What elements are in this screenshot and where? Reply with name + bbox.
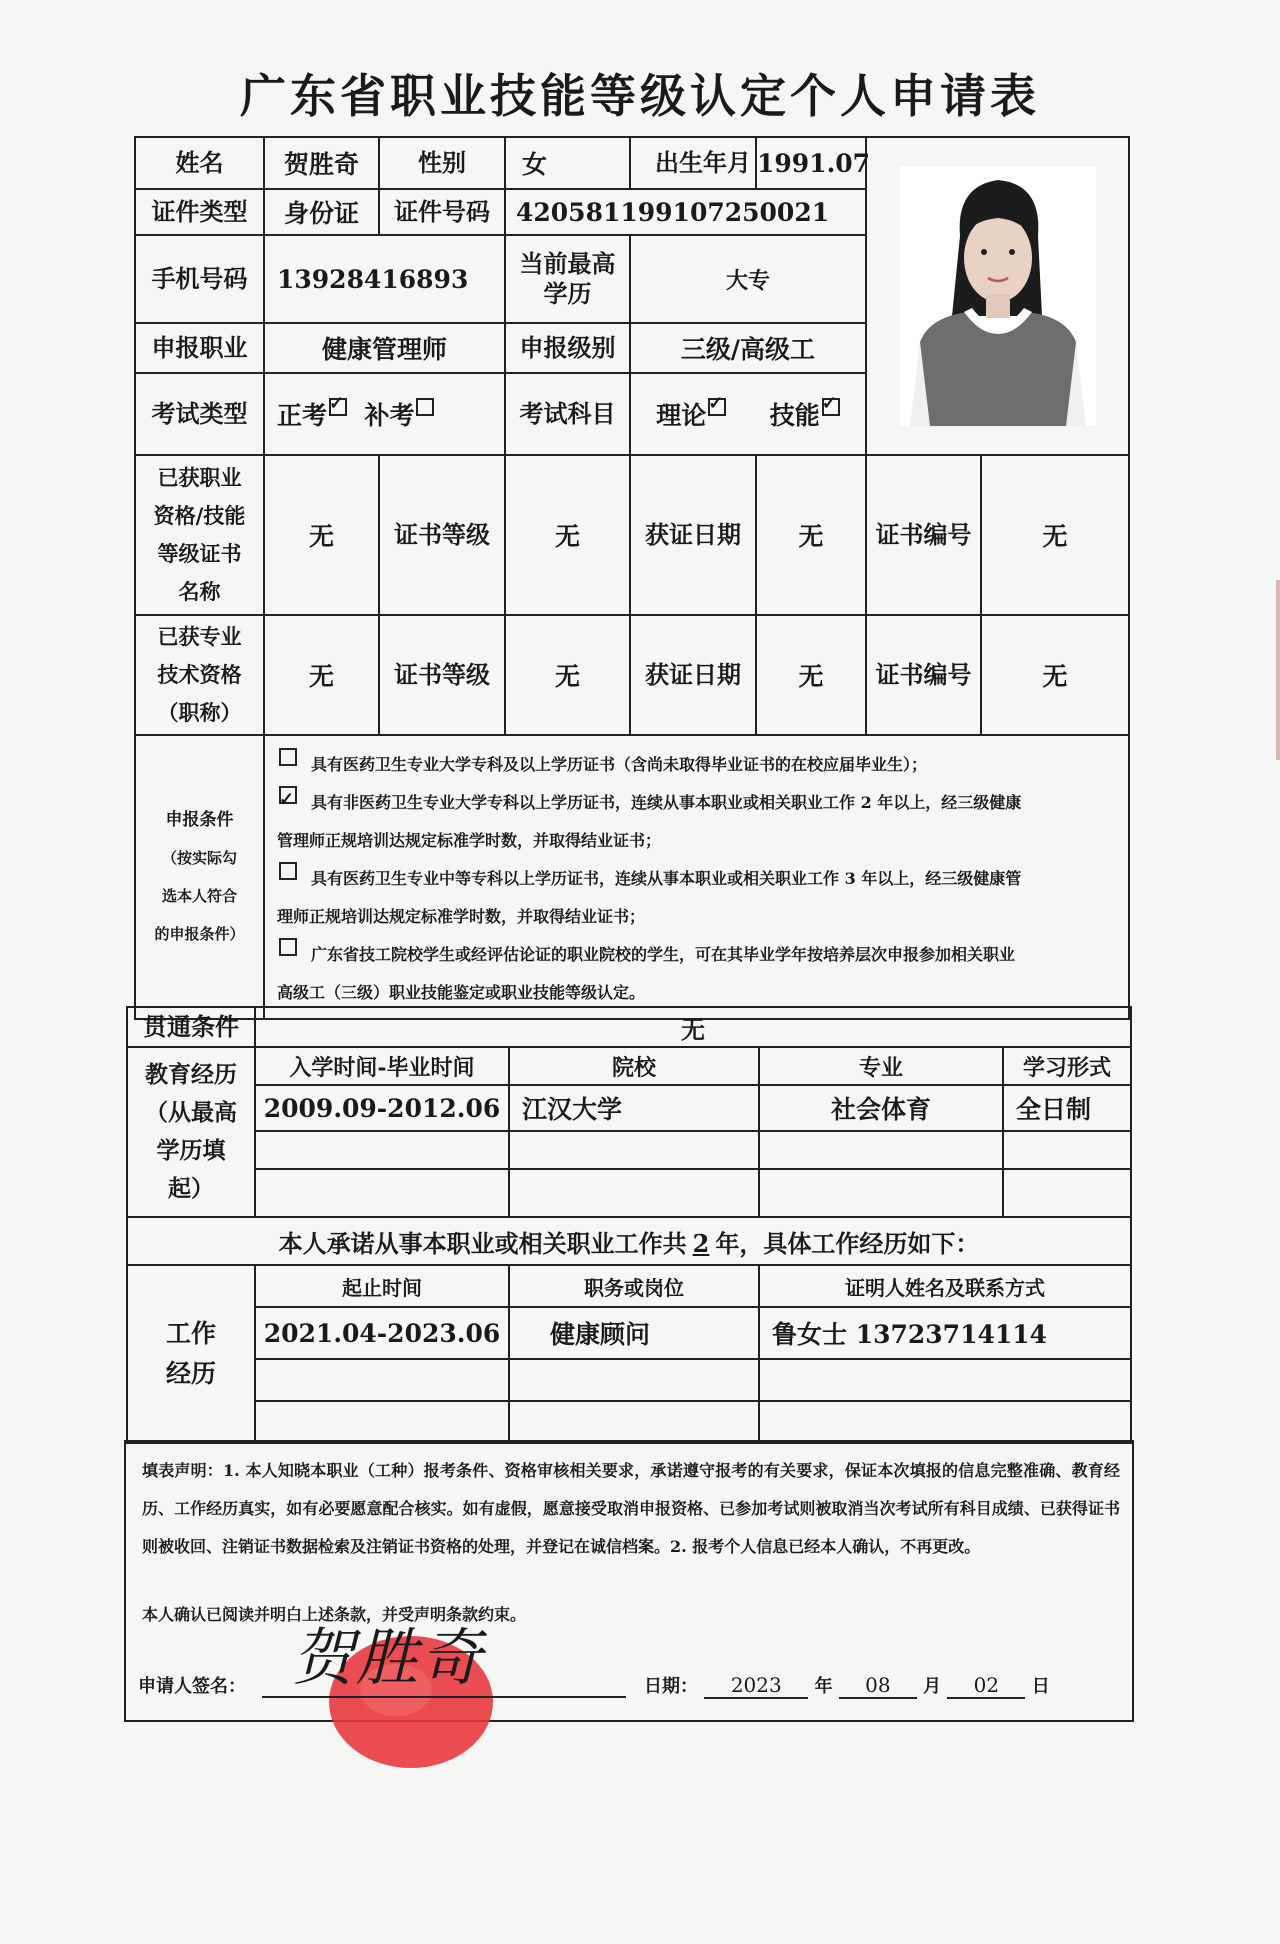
date-day-unit: 日	[1031, 1676, 1050, 1697]
cert-label-line: 名称	[178, 579, 221, 604]
work-cell	[509, 1401, 759, 1443]
title-cert-level-label: 证书等级	[379, 615, 505, 735]
condition-text: 具有医药卫生专业中等专科以上学历证书，连续从事本职业或相关职业工作 3 年以上，经三级健康管	[311, 869, 1022, 888]
exam-makeup-label: 补考	[364, 401, 415, 430]
conditions-hint: 选本人符合	[161, 887, 237, 905]
work-cell: 鲁女士 13723714114	[759, 1307, 1131, 1359]
work-cell	[759, 1401, 1131, 1443]
commitment-line	[127, 1217, 1131, 1265]
table-row	[127, 1307, 1131, 1359]
education-label-line: 起）	[168, 1175, 214, 1202]
work-cell	[255, 1359, 509, 1401]
date-month-unit: 月	[923, 1676, 942, 1697]
declaration-text: 填表声明：1. 本人知晓本职业（工种）报考条件、资格审核相关要求，承诺遵守报考的有关要求，保证本次填报的信息完整准确、教育经历、工作经历真实，如有必要愿意配合核实。如有虚假，愿意接受取消申报资格、已参加考试则被取消当次考试所有科目成绩、已获得证书则被收回、注销证书数据检索及注销证书资格的处理，并登记在诚信档案。2. 报考个人信息已经本人确认，不再更改。	[142, 1461, 1120, 1556]
title-cert-date-value: 无	[756, 615, 866, 735]
conditions-title: 申报条件	[165, 810, 234, 830]
signature-line	[262, 1696, 626, 1698]
cert-level-value: 无	[505, 455, 630, 615]
name-label: 姓名	[135, 137, 264, 189]
cert-label-line: 资格/技能	[153, 503, 246, 528]
subject-theory-label: 理论	[656, 401, 707, 430]
commitment-suffix: 年，具体工作经历如下：	[715, 1228, 980, 1258]
condition-item	[277, 784, 1118, 860]
condition-text: 具有非医药卫生专业大学专科以上学历证书，连续从事本职业或相关职业工作 2 年以上，经三级健康	[311, 793, 1022, 812]
exam-regular-checkbox[interactable]	[329, 398, 347, 416]
phone-label: 手机号码	[135, 235, 264, 323]
work-table	[126, 1216, 1132, 1444]
declaration-box	[124, 1440, 1134, 1722]
education-header: 入学时间-毕业时间	[255, 1047, 509, 1085]
condition-checkbox[interactable]	[279, 786, 297, 804]
conditions-hint: （按实际勾	[161, 849, 237, 867]
date-year-unit: 年	[814, 1676, 833, 1697]
education-cell	[1003, 1131, 1131, 1169]
condition-item	[277, 936, 1118, 1012]
conditions-label	[135, 735, 264, 1019]
education-cell	[759, 1131, 1003, 1169]
education-label	[127, 1047, 255, 1217]
education-table	[126, 1006, 1132, 1218]
title-cert-number-label: 证书编号	[866, 615, 981, 735]
title-cert-name-value: 无	[264, 615, 379, 735]
date-month: 08	[839, 1673, 917, 1699]
condition-text: 广东省技工院校学生或经评估论证的职业院校的学生，可在其毕业学年按培养层次申报参加相关职业	[311, 945, 1016, 964]
cert-name-value: 无	[264, 455, 379, 615]
signature-date	[644, 1672, 1050, 1699]
table-row	[127, 1169, 1131, 1217]
education-cell	[759, 1169, 1003, 1217]
education-header: 院校	[509, 1047, 759, 1085]
subject-options	[630, 373, 866, 455]
subject-skill-checkbox[interactable]	[822, 398, 840, 416]
date-label: 日期：	[644, 1676, 698, 1697]
name-value: 贺胜奇	[264, 137, 379, 189]
education-cell	[1003, 1169, 1131, 1217]
work-cell: 健康顾问	[509, 1307, 759, 1359]
work-label-line: 工作	[165, 1319, 216, 1348]
level-label: 申报级别	[505, 323, 630, 373]
birth-value: 1991.07	[756, 137, 866, 189]
cert-level-label: 证书等级	[379, 455, 505, 615]
education-cell	[255, 1169, 509, 1217]
work-header: 职务或岗位	[509, 1265, 759, 1307]
education-cell	[509, 1131, 759, 1169]
work-cell	[509, 1359, 759, 1401]
occupation-value: 健康管理师	[264, 323, 505, 373]
table-row	[127, 1131, 1131, 1169]
applicant-signature: 贺胜奇	[292, 1621, 485, 1694]
cert-date-value: 无	[756, 455, 866, 615]
cert-number-label: 证书编号	[866, 455, 981, 615]
work-header: 起止时间	[255, 1265, 509, 1307]
condition-text: 管理师正规培训达规定标准学时数，并取得结业证书；	[277, 831, 662, 850]
education-cell: 社会体育	[759, 1085, 1003, 1131]
level-value: 三级/高级工	[630, 323, 866, 373]
subject-label: 考试科目	[505, 373, 630, 455]
education-level-label	[505, 235, 630, 323]
condition-item	[277, 746, 1118, 784]
cert-date-label: 获证日期	[630, 455, 756, 615]
id-type-value: 身份证	[264, 189, 379, 235]
education-level-label-line2: 学历	[543, 279, 592, 308]
table-row	[127, 1085, 1131, 1131]
title-cert-number-value: 无	[981, 615, 1129, 735]
signature-label: 申请人签名：	[138, 1676, 246, 1697]
phone-value: 13928416893	[264, 235, 505, 323]
education-cell	[509, 1169, 759, 1217]
education-cell: 江汉大学	[509, 1085, 759, 1131]
exam-regular-label: 正考	[277, 401, 328, 430]
table-row	[127, 1359, 1131, 1401]
commitment-years: 2	[692, 1228, 710, 1258]
work-cell	[255, 1401, 509, 1443]
exam-type-options	[264, 373, 505, 455]
applicant-photo	[900, 166, 1096, 426]
condition-checkbox[interactable]	[279, 748, 297, 766]
photo-cell	[866, 137, 1129, 455]
id-number-label: 证件号码	[379, 189, 505, 235]
condition-checkbox[interactable]	[279, 938, 297, 956]
title-cert-label-line: 已获专业	[157, 624, 242, 649]
cert-number-value: 无	[981, 455, 1129, 615]
title-cert-date-label: 获证日期	[630, 615, 756, 735]
through-label: 贯通条件	[127, 1007, 255, 1047]
table-row	[127, 1401, 1131, 1443]
work-header: 证明人姓名及联系方式	[759, 1265, 1131, 1307]
birth-label: 出生年月	[630, 137, 756, 189]
declaration-confirm: 本人确认已阅读并明白上述条款，并受声明条款约束。	[142, 1605, 527, 1624]
through-value: 无	[255, 1007, 1131, 1047]
work-cell	[759, 1359, 1131, 1401]
occupation-label: 申报职业	[135, 323, 264, 373]
condition-item	[277, 860, 1118, 936]
education-cell: 2009.09-2012.06	[255, 1085, 509, 1131]
subject-skill-label: 技能	[769, 401, 820, 430]
cert-label-line: 等级证书	[157, 541, 242, 566]
exam-type-label: 考试类型	[135, 373, 264, 455]
education-cell: 全日制	[1003, 1085, 1131, 1131]
conditions-hint: 的申报条件）	[154, 925, 245, 943]
gender-value: 女	[505, 137, 630, 189]
subject-theory-checkbox[interactable]	[708, 398, 726, 416]
cert-label	[135, 455, 264, 615]
education-level-value: 大专	[630, 235, 866, 323]
exam-makeup-checkbox[interactable]	[416, 398, 434, 416]
id-type-label: 证件类型	[135, 189, 264, 235]
education-cell	[255, 1131, 509, 1169]
edge-mark	[1276, 580, 1280, 760]
date-day: 02	[947, 1673, 1025, 1699]
condition-text: 理师正规培训达规定标准学时数，并取得结业证书；	[277, 907, 646, 926]
personal-info-table	[134, 136, 1130, 1020]
title-cert-label-line: （职称）	[157, 700, 242, 725]
education-label-line: （从最高	[145, 1099, 237, 1126]
work-cell: 2021.04-2023.06	[255, 1307, 509, 1359]
work-label-line: 经历	[165, 1359, 216, 1388]
cert-label-line: 已获职业	[157, 465, 242, 490]
date-year: 2023	[704, 1673, 808, 1699]
condition-text: 高级工（三级）职业技能鉴定或职业技能等级认定。	[277, 983, 646, 1002]
title-cert-label	[135, 615, 264, 735]
title-cert-label-line: 技术资格	[157, 662, 242, 687]
form-title: 广东省职业技能等级认定个人申请表	[240, 69, 1040, 123]
education-label-line: 学历填	[156, 1137, 226, 1164]
education-label-line: 教育经历	[145, 1061, 237, 1088]
commitment-prefix: 本人承诺从事本职业或相关职业工作共	[278, 1228, 687, 1258]
title-cert-level-value: 无	[505, 615, 630, 735]
condition-checkbox[interactable]	[279, 862, 297, 880]
education-level-label-line1: 当前最高	[519, 249, 616, 278]
education-header: 专业	[759, 1047, 1003, 1085]
id-number-value: 420581199107250021	[505, 189, 866, 235]
condition-text: 具有医药卫生专业大学专科及以上学历证书（含尚未取得毕业证书的在校应届毕业生）；	[311, 755, 928, 774]
work-label	[127, 1265, 255, 1443]
education-header: 学习形式	[1003, 1047, 1131, 1085]
conditions-list	[264, 735, 1129, 1019]
gender-label: 性别	[379, 137, 505, 189]
